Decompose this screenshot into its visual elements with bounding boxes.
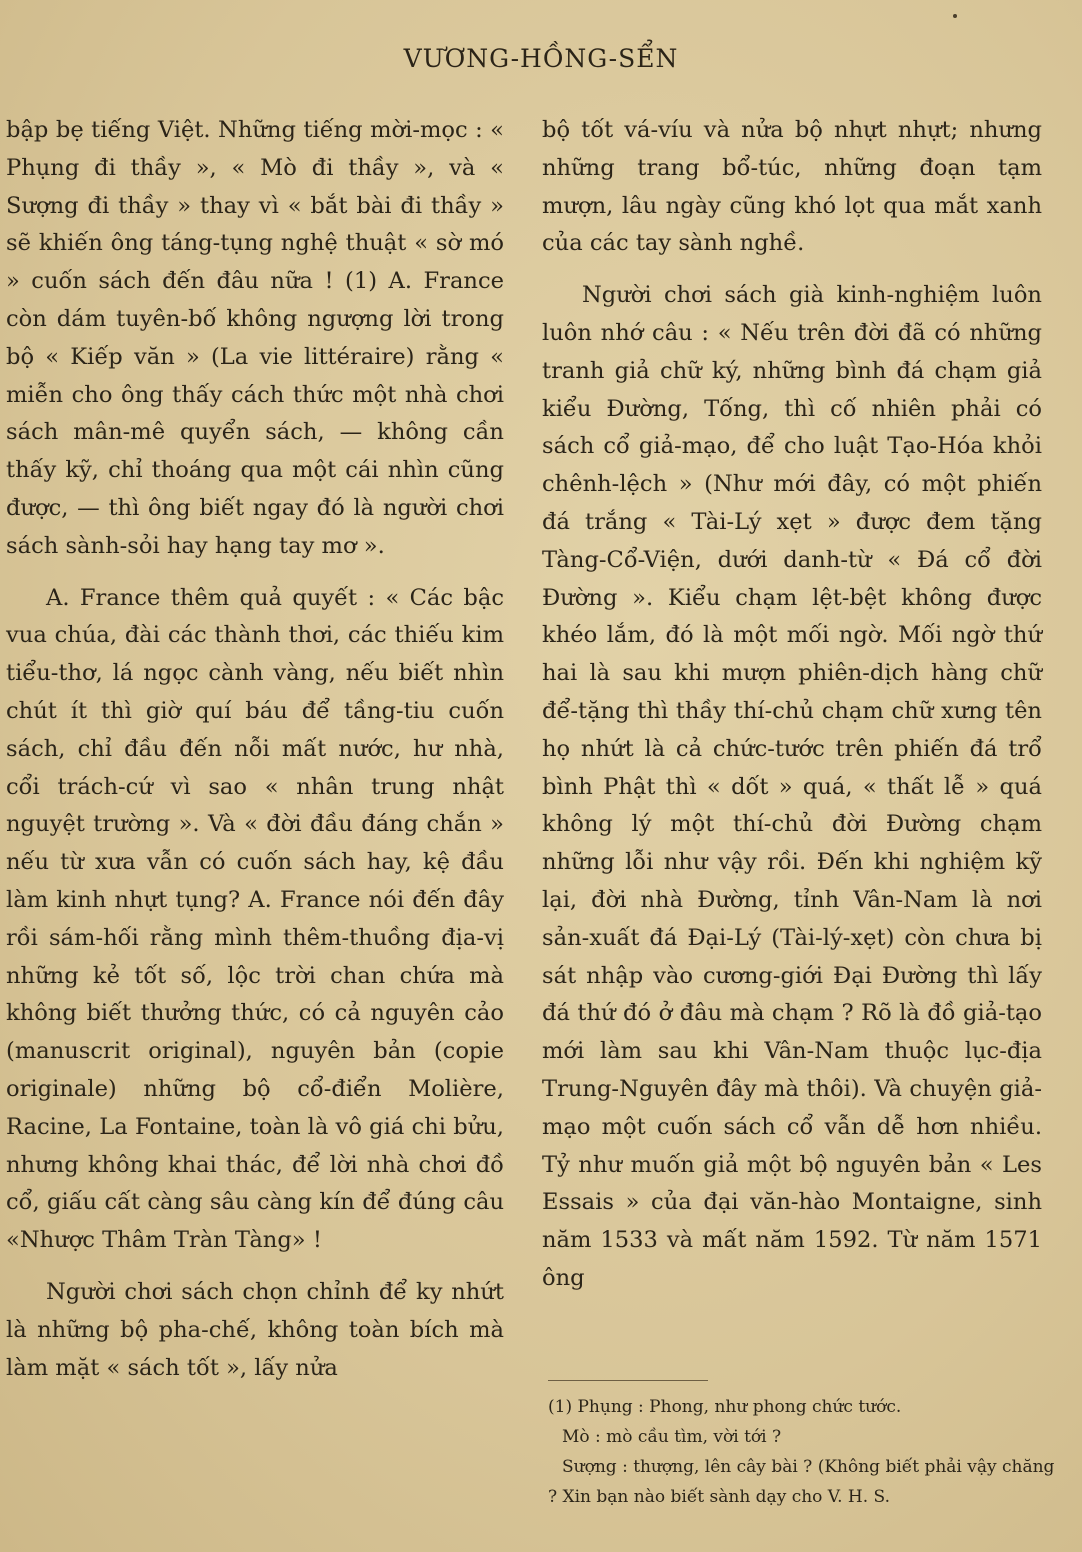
footnote: Mò : mò cầu tìm, vời tới ? [562,1427,782,1447]
footnote-divider [548,1380,708,1381]
paragraph: Người chơi sách già kinh-nghiệm luôn luôn nhớ câu : « Nếu trên đời đã có những tranh giả chữ ký, những bình đá chạm giả kiểu Đường, Tống, thì cố nhiên phải có sách cổ giả-mạo, để cho luật Tạo-Hóa khỏi chênh-lệch » (Như mới đây, có một phiến đá trắng « Tài-Lý xẹt » được đem tặng Tàng-Cổ-Viện, dưới danh-từ « Đá cổ đời Đường ». Kiểu chạm lệt-bệt không được khéo lắm, đó là một mối ngờ. Mối ngờ thứ hai là sau khi mượn phiên-dịch hàng chữ để-tặng thì thầy thí-chủ chạm chữ xưng tên họ nhứt là cả chức-tước trên phiến đá trổ bình Phật thì « dốt » quá, « thất lễ » quá không lý một thí-chủ đời Đường chạm những lỗi như vậy rồi. Đến khi nghiệm kỹ lại, đời nhà Đường, tỉnh Vân-Nam là nơi sản-xuất đá Đại-Lý (Tài-lý-xẹt) còn chưa bị sát nhập vào cương-giới Đại Đường thì lấy đá thứ đó ở đâu mà chạm ? Rõ là đồ giả-tạo mới làm sau khi Vân-Nam thuộc lục-địa Trung-Nguyên đây mà thôi). Và chuyện giả-mạo một cuốn sách cổ vẫn dễ hơn nhiều. Tỷ như muốn giả một bộ nguyên bản « Les Essais » của đại văn-hào Montaigne, sinh năm 1533 và mất năm 1592. Từ năm 1571 ông [542,282,1042,1291]
left-column [6,112,504,1387]
footnote: (1) Phụng : Phong, như phong chức tước. [548,1397,902,1417]
footnote: Sượng : thượng, lên cây bài ? (Không biết phải vậy chăng ? Xin bạn nào biết sành dạy cho V. H. S. [548,1457,1055,1507]
running-head: VƯƠNG-HỒNG-SỂN [403,44,679,73]
page-speck [953,14,957,18]
paragraph: A. France thêm quả quyết : « Các bậc vua chúa, đài các thành thơi, các thiếu kim tiểu-thơ, lá ngọc cành vàng, nếu biết nhìn chút ít thì giờ quí báu để tầng-tiu cuốn sách, chỉ đầu đến nỗi mất nước, hư nhà, cổi trách-cứ vì sao « nhân trung nhật nguyệt trường ». Và « đời đầu đáng chắn » nếu từ xưa vẫn có cuốn sách hay, kệ đầu làm kinh nhựt tụng? A. France nói đến đây rồi sám-hối rằng mình thêm-thuồng địa-vị những kẻ tốt số, lộc trời chan chứa mà không biết thưởng thức, có cả nguyên cảo (manuscrit original), nguyên bản (copie originale) những bộ cổ-điển Molière, Racine, La Fontaine, toàn là vô giá chi bửu, nhưng không khai thác, để lời nhà chơi đồ cổ, giấu cất càng sâu càng kín để đúng câu «Nhược Thâm Tràn Tàng» ! [6,584,504,1254]
paragraph: bập bẹ tiếng Việt. Những tiếng mời-mọc : « Phụng đi thầy », « Mò đi thầy », và « Sượng đi thầy » thay vì « bắt bài đi thầy » sẽ khiến ông táng-tụng nghệ thuật « sờ mó » cuốn sách đến đâu nữa ! (1) A. France còn dám tuyên-bố không ngượng lời trong bộ « Kiếp văn » (La vie littéraire) rằng « miễn cho ông thấy cách thức một nhà chơi sách mân-mê quyển sách, — không cần thấy kỹ, chỉ thoáng qua một cái nhìn cũng được, — thì ông biết ngay đó là người chơi sách sành-sỏi hay hạng tay mơ ». [6,117,504,559]
paragraph: Người chơi sách chọn chỉnh để ky nhứt là những bộ pha-chế, không toàn bích mà làm mặt « sách tốt », lấy nửa [6,1278,504,1381]
right-column [542,112,1042,1298]
footnotes [548,1392,1060,1512]
paragraph: bộ tốt vá-víu và nửa bộ nhựt nhựt; nhưng những trang bổ-túc, những đoạn tạm mượn, lâu ngày cũng khó lọt qua mắt xanh của các tay sành nghề. [542,117,1042,257]
